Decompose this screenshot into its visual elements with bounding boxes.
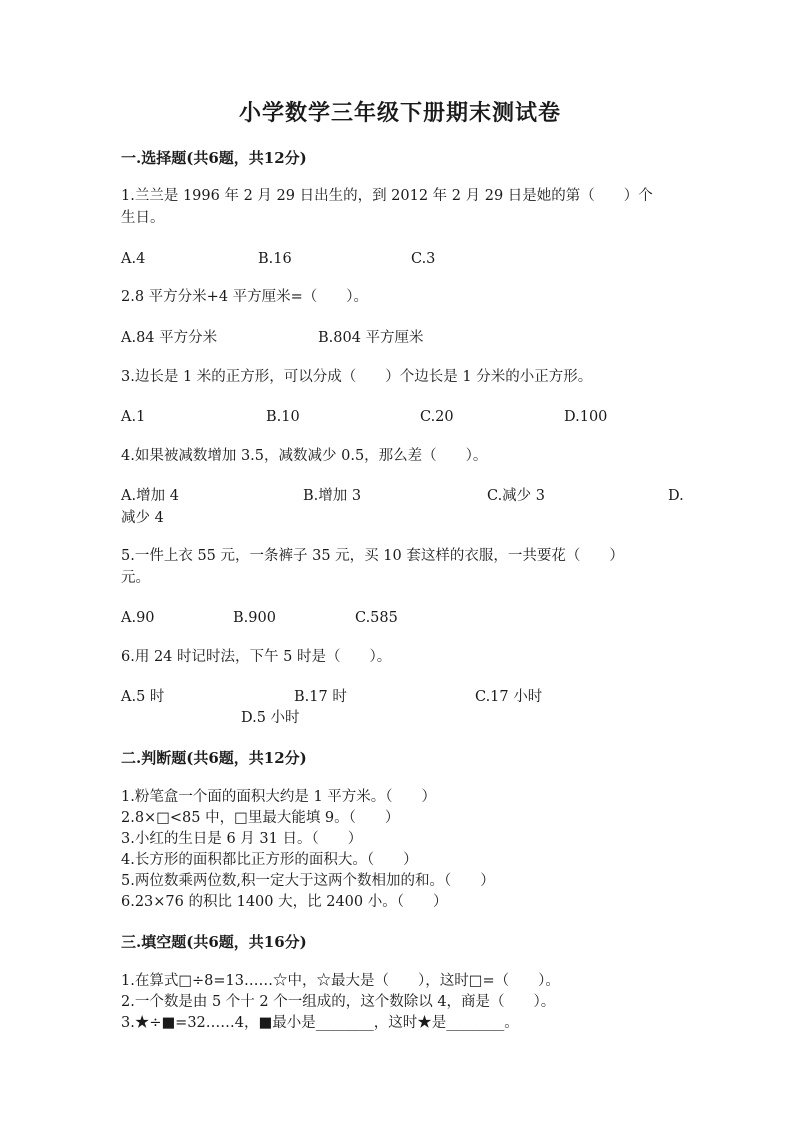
fill-item-1: 1.在算式□÷8=13……☆中，☆最大是（ ），这时□=（ ）。 — [121, 973, 560, 989]
q5-option-c: C.585 — [355, 610, 398, 626]
page-title: 小学数学三年级下册期末测试卷 — [238, 100, 561, 126]
fill-item-3: 3.★÷■=32……4，■最小是________，这时★是________。 — [121, 1015, 519, 1031]
judgement-item-3: 3.小红的生日是 6 月 31 日。（ ） — [121, 831, 363, 847]
q6-option-b: B.17 时 — [294, 689, 347, 705]
q6-option-a: A.5 时 — [121, 689, 165, 705]
question-1-text-cont: 生日。 — [121, 210, 165, 226]
q4-option-c: C.减少 3 — [487, 488, 546, 504]
question-3-text: 3.边长是 1 米的正方形，可以分成（ ）个边长是 1 分米的小正方形。 — [121, 369, 593, 385]
section-heading-fill: 三.填空题(共6题，共16分) — [121, 933, 307, 951]
q2-option-a: A.84 平方分米 — [121, 330, 218, 346]
q4-option-b: B.增加 3 — [303, 488, 362, 504]
q3-option-d: D.100 — [564, 409, 608, 425]
question-5-text: 5.一件上衣 55 元，一条裤子 35 元，买 10 套这样的衣服，一共要花（ ） — [121, 548, 624, 564]
judgement-item-2: 2.8×□<85 中，□里最大能填 9。（ ） — [121, 810, 400, 826]
q4-option-d-text: 减少 4 — [121, 510, 164, 526]
section-heading-choice: 一.选择题(共6题，共12分) — [121, 149, 307, 167]
q2-option-b: B.804 平方厘米 — [318, 330, 424, 346]
q1-option-b: B.16 — [258, 251, 292, 267]
judgement-item-1: 1.粉笔盒一个面的面积大约是 1 平方米。（ ） — [121, 789, 437, 805]
judgement-item-4: 4.长方形的面积都比正方形的面积大。（ ） — [121, 852, 418, 868]
q5-option-a: A.90 — [121, 610, 155, 626]
judgement-item-5: 5.两位数乘两位数,积一定大于这两个数相加的和。（ ） — [121, 873, 495, 889]
q6-option-d: D.5 小时 — [241, 710, 300, 726]
fill-item-2: 2.一个数是由 5 个十 2 个一组成的，这个数除以 4，商是（ ）。 — [121, 994, 556, 1010]
q6-option-c: C.17 小时 — [475, 689, 543, 705]
question-5-text-cont: 元。 — [121, 570, 150, 586]
q1-option-c: C.3 — [411, 251, 436, 267]
judgement-item-6: 6.23×76 的积比 1400 大，比 2400 小。（ ） — [121, 894, 448, 910]
q4-option-d-label: D. — [668, 488, 684, 504]
q4-option-a: A.增加 4 — [121, 488, 179, 504]
question-1-text: 1.兰兰是 1996 年 2 月 29 日出生的，到 2012 年 2 月 29 日是她的第（ ）个 — [121, 188, 653, 204]
q5-option-b: B.900 — [233, 610, 276, 626]
q3-option-a: A.1 — [121, 409, 146, 425]
q1-option-a: A.4 — [121, 251, 146, 267]
q3-option-b: B.10 — [266, 409, 300, 425]
question-2-text: 2.8 平方分米+4 平方厘米=（ ）。 — [121, 289, 369, 305]
question-4-text: 4.如果被减数增加 3.5，减数减少 0.5，那么差（ ）。 — [121, 448, 488, 464]
q3-option-c: C.20 — [420, 409, 454, 425]
section-heading-judgement: 二.判断题(共6题，共12分) — [121, 749, 307, 767]
question-6-text: 6.用 24 时记时法，下午 5 时是（ ）。 — [121, 649, 392, 665]
